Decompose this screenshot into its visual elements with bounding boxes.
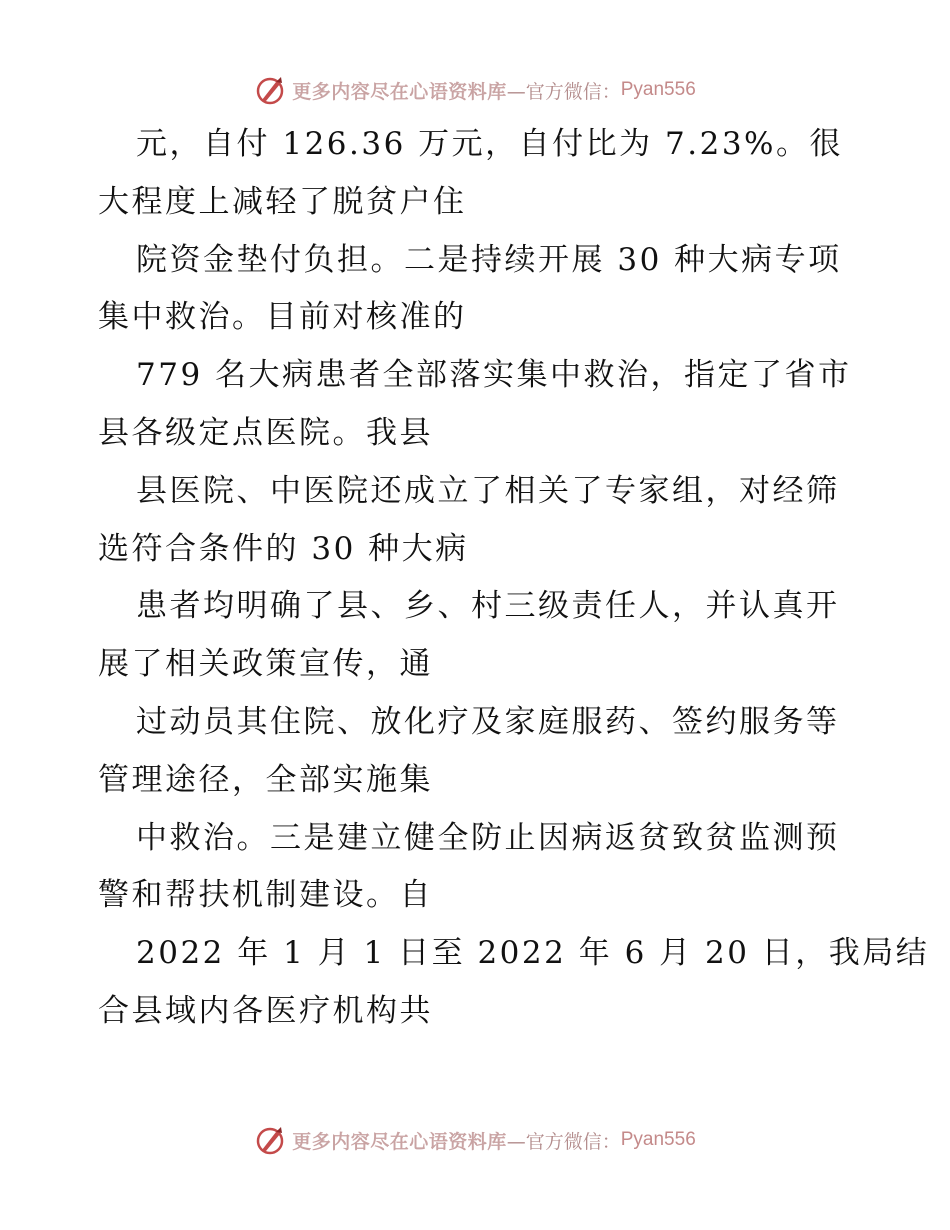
body-line: 院资金垫付负担。二是持续开展 30 种大病专项 (136, 241, 842, 278)
quill-logo-icon (254, 1124, 286, 1156)
banner-id-text: Pyan556 (620, 79, 696, 100)
body-line: 集中救治。目前对核准的 (98, 299, 467, 336)
banner-main-text: 更多内容尽在心语资料库 (292, 1130, 507, 1153)
body-line: 779 名大病患者全部落实集中救治，指定了省市 (136, 357, 852, 394)
body-line: 选符合条件的 30 种大病 (98, 530, 469, 567)
body-line: 中救治。三是建立健全防止因病返贫致贫监测预 (136, 819, 840, 856)
banner-sub-text: —官方微信： (506, 80, 621, 103)
body-line: 合县域内各医疗机构共 (98, 992, 433, 1029)
quill-logo-icon (254, 74, 286, 106)
banner-main-text: 更多内容尽在心语资料库 (292, 80, 507, 103)
body-line: 县各级定点医院。我县 (98, 414, 433, 451)
body-line: 患者均明确了县、乡、村三级责任人，并认真开 (136, 588, 840, 625)
document-body (98, 116, 930, 1041)
footer-watermark-banner (0, 1120, 950, 1160)
body-line: 警和帮扶机制建设。自 (98, 877, 433, 914)
body-line: 展了相关政策宣传，通 (98, 646, 433, 683)
banner-sub-text: —官方微信： (506, 1130, 621, 1153)
body-line: 元，自付 126.36 万元，自付比为 7.23%。很 (136, 126, 844, 162)
body-line: 管理途径，全部实施集 (98, 761, 433, 798)
body-line: 大程度上减轻了脱贫户住 (98, 183, 467, 220)
body-line: 过动员其住院、放化疗及家庭服药、签约服务等 (136, 703, 840, 740)
body-line: 2022 年 1 月 1 日至 2022 年 6 月 20 日，我局结 (136, 935, 930, 972)
header-watermark-banner (0, 70, 950, 110)
body-line: 县医院、中医院还成立了相关了专家组，对经筛 (136, 472, 840, 509)
banner-id-text: Pyan556 (620, 1129, 696, 1150)
